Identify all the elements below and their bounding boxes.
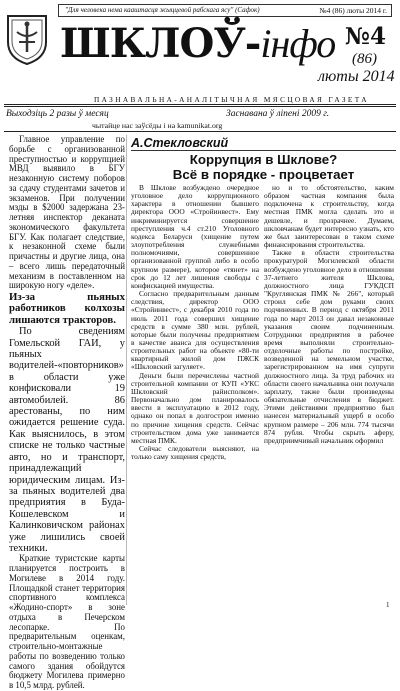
article-column-1 [131, 184, 259, 605]
issue-date: люты 2014 [318, 68, 395, 85]
brief-paragraph: Краткие туристские карты планируется построить в Могилеве в 2014 году. Площадкой станет территория спортивного комплекса «Жодино-спорт» в зоне отдыха в Печерском лесопарке. По предварительным оценкам, строительно-монтажные работы по возведению только самого здания обойдутся бюджету Могилева примерно в 10,5 млрд. рублей. [9, 553, 125, 691]
header-rule-bottom [4, 131, 396, 132]
page-number: 1 [386, 601, 390, 609]
issue-number: №4 [345, 23, 387, 50]
tagline: ПАЗНАВАЛЬНА-АНАЛІТЫЧНАЯ МЯСЦОВАЯ ГАЗЕТА [94, 95, 369, 104]
article-paragraph: Согласно предварительным данным следствия, директор ООО «Стройинвест», с декабря 2010 года по июль 2011 года совершил хищение средств в сумме 380 млн. рублей, которые были получены предприятием в качестве аванса для осуществления строительных работ на объекте «80-ти квартирный жилой дом ПЖСК «Шкловский загуляет». [131, 289, 259, 372]
article-author: А.Стекловский [131, 136, 229, 150]
publication-frequency: Выходзіць 2 разы ў месяц [6, 109, 109, 119]
brief-headline: Из-за пьяных работников колхозы лишаются тракторов. [9, 291, 125, 326]
coat-of-arms-icon [4, 10, 50, 66]
article-paragraph: но и то обстоятельство, каким образом частная компания была подключена к строительству, когда местная ПМК могла сделать это и дешевле, и прозрачнее. Думаем, шкловчанам будет интересно узнать, кто же был заинтересован в таком схеме финансирования строительства. [264, 183, 394, 250]
author-rule [131, 150, 396, 151]
article-column-2 [264, 184, 394, 605]
motto: "Для человека нема кааштасця жыццевой рабскага ясу" (Сафок) [65, 6, 260, 14]
news-brief-column [9, 134, 125, 691]
founded-date: Заснавана ў ліпені 2009 г. [226, 109, 330, 119]
article-paragraph: Сейчас следователи выясняют, на только саму хищения средств, [131, 444, 259, 462]
article-paragraph: В Шклове возбуждено очередное уголовное дело коррупционного характера в отношении бывшего директора ООО «Стройинвест». Ему инкриминируется совершение преступления ч.4 ст.210 Уголовного кодекса Беларуси (хищение путем злоупотребления служебными полномочиями, совершенное организованной группой либо в особо крупном размере), которое «тянет» на срок до 12 лет лишения свободы с конфискацией имущества. [131, 183, 259, 290]
article-paragraph: Деньги были перечислены частной строительной компании от КУП «УКС Шкловский райисполком». Первоначально дом планировалось ввести в эксплуатацию в 2012 году, однако он попал в долгострои именно по причине хищения средств. Сейчас строительством дома уже занимается местная ПМК. [131, 370, 259, 445]
column-divider [126, 135, 127, 605]
issue-total: (86) [352, 51, 377, 67]
article-paragraph: Также в области строительства прокуратурой Могилевской области возбуждено уголовное дело в отношении 37-летнего жителя Шклова, должностного лица ГУКДСП "Круглянская ПМК № 266", который строил себе дом руками своих подчиненных. В период с октября 2011 года по март 2013 он давал незаконные указания своим подчиненным. Сотрудники предприятия в рабочее время выполняли строительно-отделочные работы по постройке, возведенной на земельном участке, зарегистрированном на имя супруги должностного лица. За труд рабочих из области своего начальника они получали зарплату, также были произведены обязательные отчисления в бюджет. Этими действиями предприятию был нанесен материальный ущерб в особо крупном размере – 206 млн. 774 тысячи 874 рубля. Чтобы скрыть аферу, предприимчивый начальник оформил [264, 248, 394, 445]
strip-issue: №4 (86) люты 2014 г. [319, 6, 387, 15]
header-rule [4, 104, 396, 107]
article-headline: Коррупция в Шклове? Всё в порядке - процветает [172, 152, 355, 182]
masthead-info: інфо [260, 21, 336, 66]
website-link[interactable]: чытайце нас заўсёды і на kamunikat.org [92, 121, 223, 130]
brief-paragraph: Главное управление по борьбе с организованной преступностью и коррупцией МВД выявило в БГУ незаконную систему поборов за сдачу студентами зачетов и экзаменов. При получении мзды в $2000 задержана 23-летняя инспектор деканата экономического факультета БГУ. Как полагает следствие, к незаконной схеме были причастны и другие лица, она – всего лишь передаточный механизм в поставленном на широкую ногу «деле». [9, 134, 125, 291]
masthead-title: ШКЛОЎ-інфо [60, 20, 336, 67]
top-strip [58, 4, 392, 17]
brief-paragraph: По сведениям Гомельской ГАИ, у пьяных водителей-«повторников» в области уже конфисковали 19 автомобилей. 86 арестованы, по ним ожидается решение суда. Как выяснилось, в этом списке не только частные авто, но и транспорт, принадлежащий юридическим лицам. Из-за пьяных водителей два предприятия в Буда-Кошелевском и Калинковичском районах уже лишились своей техники. [9, 326, 125, 554]
